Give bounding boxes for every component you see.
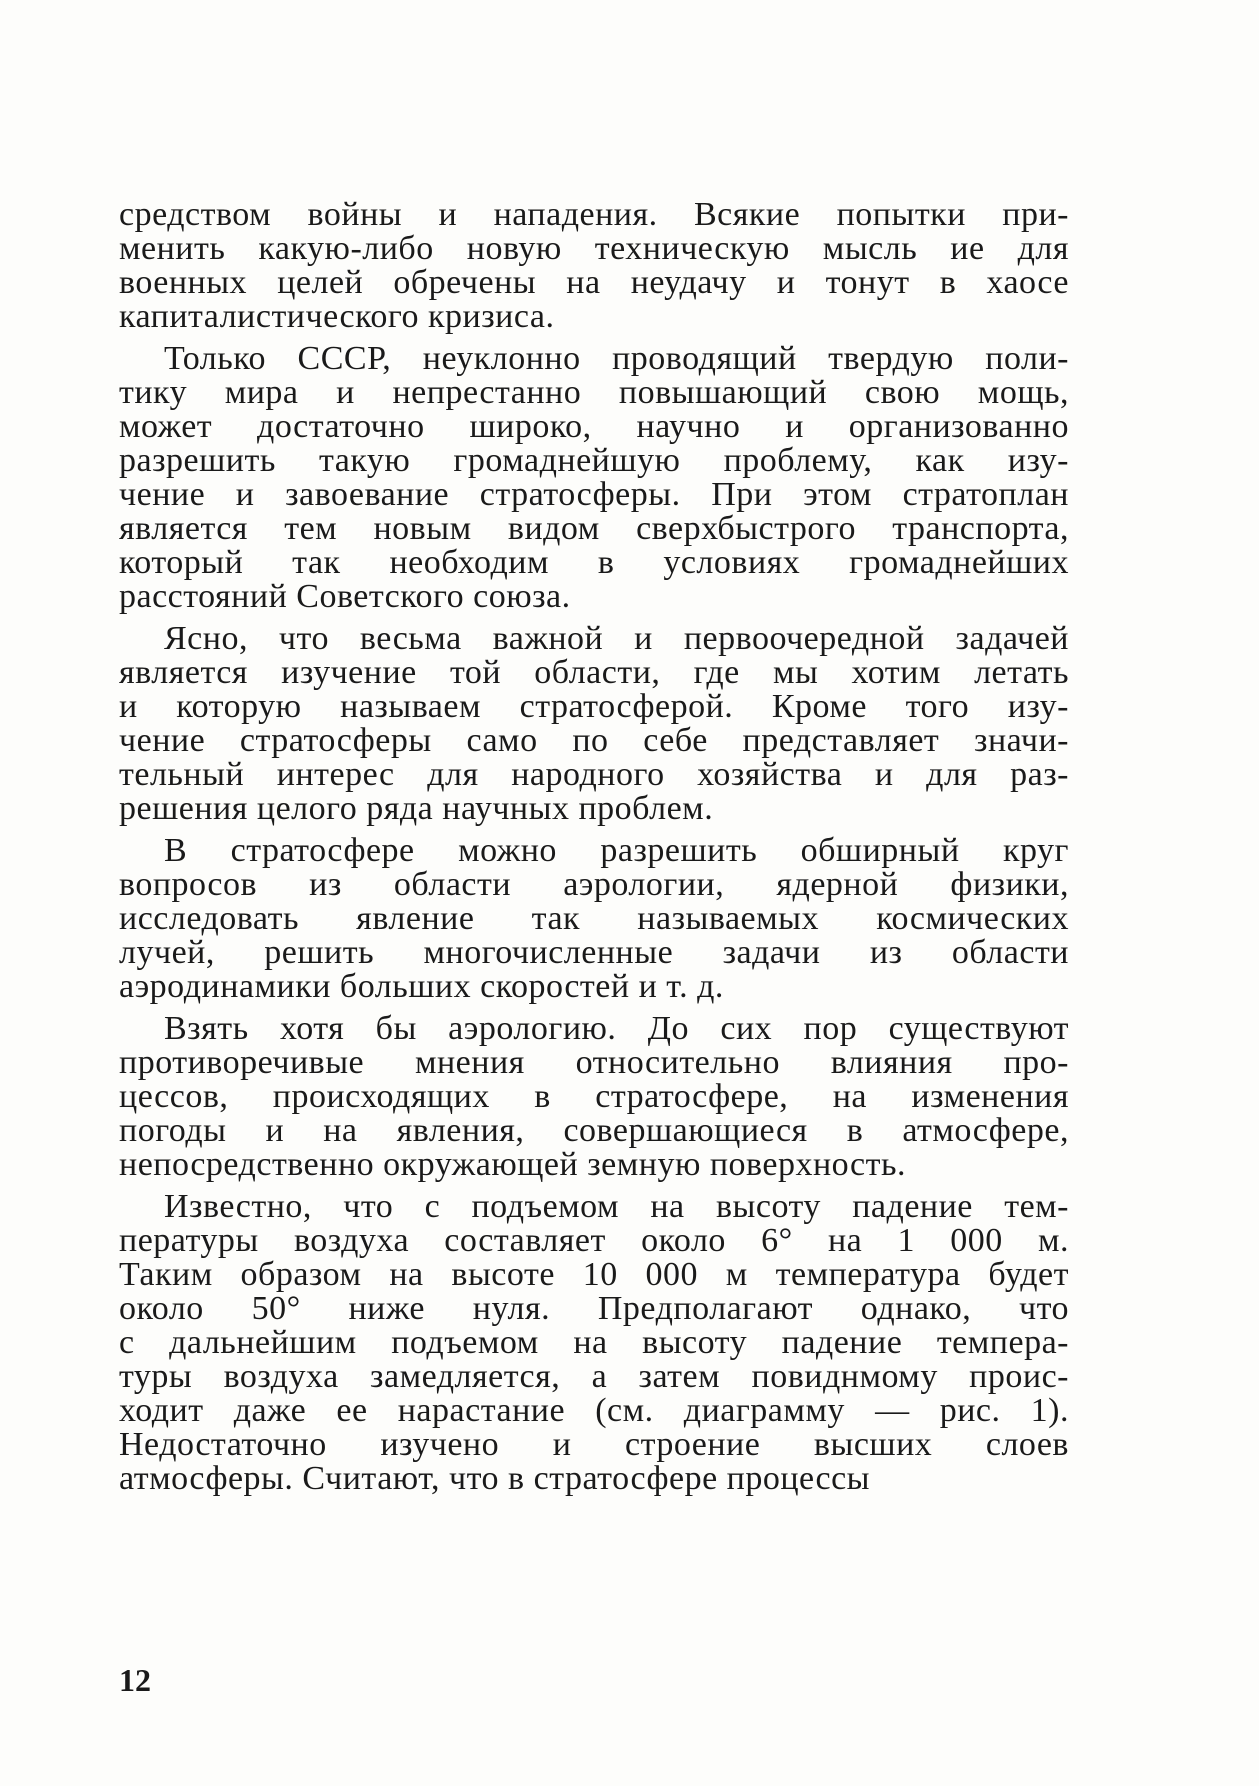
paragraph xyxy=(119,1190,1069,1496)
text-line: цессов, происходящих в стратосфере, на изменения xyxy=(119,1078,1069,1115)
text-line: пературы воздуха составляет около 6° на 1 000 м. xyxy=(119,1222,1069,1259)
paragraph xyxy=(119,622,1069,826)
text-line: капиталистического кризиса. xyxy=(119,298,555,335)
text-line: Ясно, что весьма важной и первоочередной задачей xyxy=(164,620,1069,657)
page-number: 12 xyxy=(119,1662,151,1698)
paragraph xyxy=(119,198,1069,334)
text-line: Таким образом на высоте 10 000 м температура будет xyxy=(119,1256,1069,1293)
text-line: атмосферы. Считают, что в стратосфере процессы xyxy=(119,1460,871,1497)
paragraph xyxy=(119,342,1069,614)
text-line: может достаточно широко, научно и организованно xyxy=(119,408,1069,445)
text-line: который так необходим в условиях громаднейших xyxy=(119,544,1069,581)
body-text xyxy=(119,198,1069,1496)
text-line: чение стратосферы само по себе представляет значи- xyxy=(119,722,1069,759)
text-line: тику мира и непрестанно повышающий свою мощь, xyxy=(119,374,1069,411)
text-line: Только СССР, неуклонно проводящий твердую поли- xyxy=(164,340,1069,377)
text-line: вопросов из области аэрологии, ядерной физики, xyxy=(119,866,1069,903)
text-line: непосредственно окружающей земную поверхность. xyxy=(119,1146,906,1183)
text-line: решения целого ряда научных проблем. xyxy=(119,790,714,827)
text-line: средством войны и нападения. Всякие попытки при- xyxy=(119,196,1069,233)
text-line: аэродинамики больших скоростей и т. д. xyxy=(119,968,724,1005)
text-line: Известно, что с подъемом на высоту падение тем- xyxy=(164,1188,1069,1225)
text-line: чение и завоевание стратосферы. При этом стратоплан xyxy=(119,476,1069,513)
text-line: противоречивые мнения относительно влияния про- xyxy=(119,1044,1069,1081)
text-line: исследовать явление так называемых космических xyxy=(119,900,1069,937)
text-line: менить какую-либо новую техническую мысль ие для xyxy=(119,230,1069,267)
text-line: с дальнейшим подъемом на высоту падение темпера- xyxy=(119,1324,1069,1361)
text-line: расстояний Советского союза. xyxy=(119,578,571,615)
paragraph xyxy=(119,1012,1069,1182)
text-line: погоды и на явления, совершающиеся в атмосфере, xyxy=(119,1112,1069,1149)
text-line: разрешить такую громаднейшую проблему, как изу- xyxy=(119,442,1069,479)
text-line: В стратосфере можно разрешить обширный круг xyxy=(164,832,1069,869)
text-line: лучей, решить многочисленные задачи из области xyxy=(119,934,1069,971)
text-line: около 50° ниже нуля. Предполагают однако, что xyxy=(119,1290,1069,1327)
text-line: туры воздуха замедляется, а затем повиднмому проис- xyxy=(119,1358,1069,1395)
text-line: Недостаточно изучено и строение высших слоев xyxy=(119,1426,1069,1463)
text-line: является тем новым видом сверхбыстрого транспорта, xyxy=(119,510,1069,547)
text-line: и которую называем стратосферой. Кроме того изу- xyxy=(119,688,1069,725)
text-line: Взять хотя бы аэрологию. До сих пор существуют xyxy=(164,1010,1069,1047)
text-line: ходит даже ее нарастание (см. диаграмму — рис. 1). xyxy=(119,1392,1069,1429)
text-line: является изучение той области, где мы хотим летать xyxy=(119,654,1069,691)
text-line: военных целей обречены на неудачу и тонут в хаосе xyxy=(119,264,1069,301)
paragraph xyxy=(119,834,1069,1004)
text-line: тельный интерес для народного хозяйства и для раз- xyxy=(119,756,1069,793)
